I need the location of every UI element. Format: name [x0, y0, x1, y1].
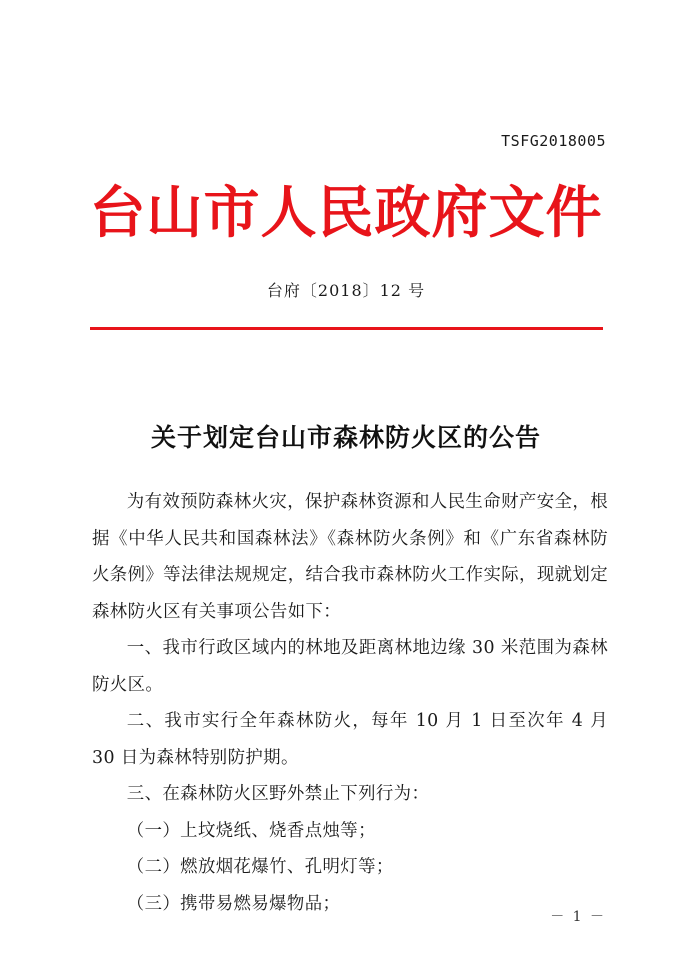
body-paragraph-item-2: 二、我市实行全年森林防火，每年 10 月 1 日至次年 4 月 30 日为森林特别防护期。: [92, 711, 608, 768]
red-divider-line: [90, 327, 603, 330]
notice-body: [92, 484, 608, 922]
body-paragraph-subitem-2: （二）燃放烟花爆竹、孔明灯等；: [126, 857, 394, 877]
notice-title: 关于划定台山市森林防火区的公告: [150, 423, 541, 452]
body-paragraph-intro: 为有效预防森林火灾，保护森林资源和人民生命财产安全，根据《中华人民共和国森林法》《森林防火条例》和《广东省森林防火条例》等法律法规规定，结合我市森林防火工作实际，现就划定森林防火区有关事项公告如下：: [92, 492, 608, 622]
body-paragraph-subitem-3: （三）携带易燃易爆物品；: [126, 893, 341, 914]
document-code: TSFG2018005: [501, 132, 606, 150]
body-paragraph-item-3: 三、在森林防火区野外禁止下列行为：: [126, 784, 430, 804]
page-number: － 1 －: [550, 909, 606, 925]
issuer-title: 台山市人民政府文件: [89, 180, 603, 246]
body-paragraph-item-1: 一、我市行政区域内的林地及距离林地边缘 30 米范围为森林防火区。: [92, 638, 608, 695]
document-number: 台府〔2018〕12 号: [266, 281, 426, 300]
body-paragraph-subitem-1: （一）上坟烧纸、烧香点烛等；: [126, 820, 376, 841]
